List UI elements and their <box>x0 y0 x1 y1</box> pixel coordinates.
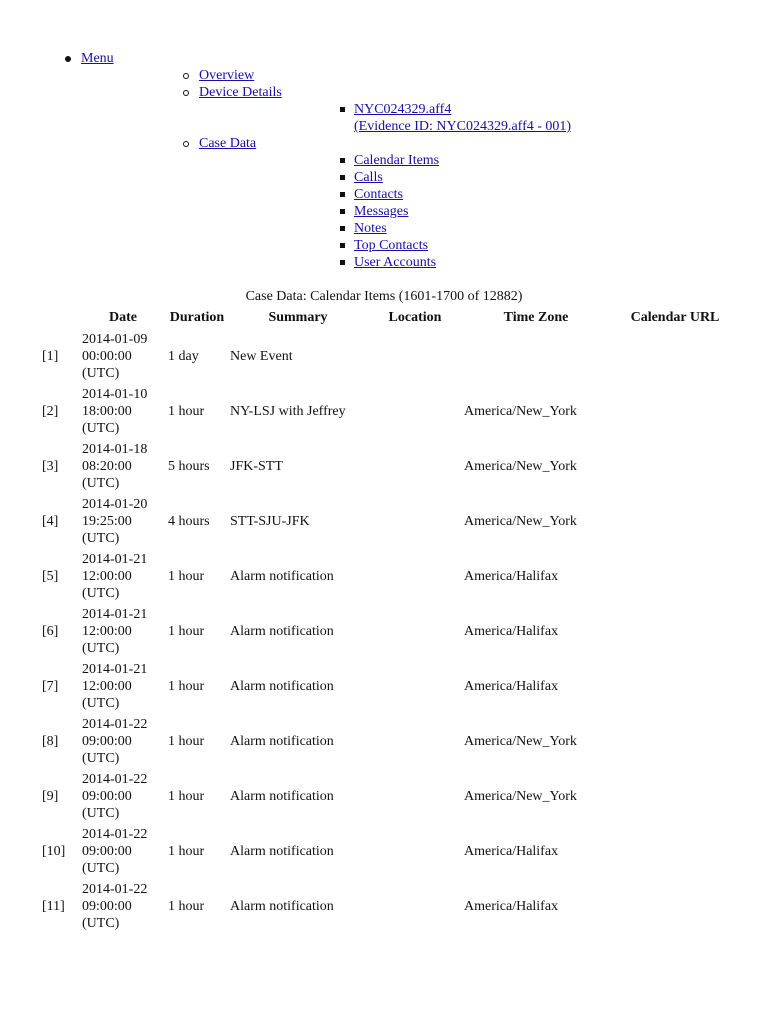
row-location <box>368 769 462 824</box>
calendar-items-table <box>40 305 740 934</box>
square-bullet-icon <box>340 226 345 231</box>
square-bullet-icon <box>340 175 345 180</box>
row-calendar-url <box>610 494 740 549</box>
square-bullet-icon <box>340 209 345 214</box>
circle-bullet-icon <box>183 90 189 96</box>
row-index: [3] <box>42 459 59 474</box>
row-time-zone: America/New_York <box>464 734 577 749</box>
menu-link[interactable]: Menu <box>81 51 114 66</box>
row-index: [1] <box>42 349 59 364</box>
row-calendar-url <box>610 714 740 769</box>
row-calendar-url <box>610 769 740 824</box>
table-caption: Case Data: Calendar Items (1601-1700 of 12882) <box>245 289 523 304</box>
row-time-zone: America/New_York <box>464 459 577 474</box>
row-index: [5] <box>42 569 59 584</box>
row-calendar-url <box>610 439 740 494</box>
row-duration: 5 hours <box>168 459 210 474</box>
disc-bullet-icon <box>65 56 71 62</box>
row-duration: 1 hour <box>168 404 205 419</box>
date-line: 09:00:00 <box>82 844 132 859</box>
row-date <box>80 769 166 824</box>
header-location: Location <box>388 309 442 325</box>
date-line: (UTC) <box>82 641 120 656</box>
row-location <box>368 879 462 934</box>
date-line: 2014-01-18 <box>82 442 148 457</box>
header-duration: Duration <box>169 309 225 325</box>
row-duration: 1 hour <box>168 624 205 639</box>
case-data-item <box>199 169 768 186</box>
row-calendar-url <box>610 824 740 879</box>
row-calendar-url <box>610 549 740 604</box>
table-row <box>40 549 740 604</box>
row-index: [8] <box>42 734 59 749</box>
evidence-id: (Evidence ID: NYC024329.aff4 - 001) <box>354 119 572 134</box>
row-index: [4] <box>42 514 59 529</box>
case-data-item <box>199 152 768 169</box>
row-calendar-url <box>610 329 740 384</box>
table-row <box>40 879 740 934</box>
row-location <box>368 659 462 714</box>
date-line: 2014-01-20 <box>82 497 148 512</box>
table-header-row <box>40 305 740 329</box>
row-time-zone: America/Halifax <box>464 899 559 914</box>
header-date: Date <box>109 309 137 325</box>
row-location <box>368 494 462 549</box>
row-summary: NY-LSJ with Jeffrey <box>230 404 346 419</box>
row-summary: Alarm notification <box>230 679 334 694</box>
menu-item <box>0 50 768 271</box>
row-summary: Alarm notification <box>230 899 334 914</box>
date-line: 2014-01-22 <box>82 717 148 732</box>
row-index: [9] <box>42 789 59 804</box>
row-date <box>80 824 166 879</box>
device-item <box>199 101 768 135</box>
date-line: 18:00:00 <box>82 404 132 419</box>
case-data-item <box>199 220 768 237</box>
row-calendar-url <box>610 604 740 659</box>
case-data-link-messages[interactable]: Messages <box>354 204 409 219</box>
row-location <box>368 439 462 494</box>
row-date <box>80 659 166 714</box>
row-time-zone: America/New_York <box>464 404 577 419</box>
row-location <box>368 549 462 604</box>
row-time-zone: America/Halifax <box>464 679 559 694</box>
square-bullet-icon <box>340 107 345 112</box>
case-data-item <box>199 186 768 203</box>
date-line: (UTC) <box>82 366 120 381</box>
row-summary: Alarm notification <box>230 569 334 584</box>
header-time-zone: Time Zone <box>503 309 569 325</box>
row-date <box>80 879 166 934</box>
case-data-link-user-accounts[interactable]: User Accounts <box>354 255 437 270</box>
case-data-item <box>199 254 768 271</box>
date-line: 2014-01-22 <box>82 827 148 842</box>
table-body <box>40 329 740 934</box>
date-line: 2014-01-22 <box>82 882 148 897</box>
date-line: (UTC) <box>82 751 120 766</box>
case-data-link[interactable]: Case Data <box>199 136 257 151</box>
circle-bullet-icon <box>183 141 189 147</box>
row-time-zone: America/Halifax <box>464 624 559 639</box>
date-line: (UTC) <box>82 696 120 711</box>
row-index: [7] <box>42 679 59 694</box>
row-time-zone: America/Halifax <box>464 844 559 859</box>
row-location <box>368 714 462 769</box>
overview-link[interactable]: Overview <box>199 68 255 83</box>
row-date <box>80 494 166 549</box>
date-line: (UTC) <box>82 421 120 436</box>
row-location <box>368 824 462 879</box>
table-row <box>40 769 740 824</box>
table-row <box>40 714 740 769</box>
table-row <box>40 824 740 879</box>
table-row <box>40 384 740 439</box>
row-date <box>80 439 166 494</box>
row-summary: Alarm notification <box>230 789 334 804</box>
date-line: 09:00:00 <box>82 789 132 804</box>
table-row <box>40 659 740 714</box>
submenu-item-device-details <box>81 84 768 135</box>
row-location <box>368 604 462 659</box>
row-calendar-url <box>610 659 740 714</box>
square-bullet-icon <box>340 192 345 197</box>
device-name: NYC024329.aff4 <box>354 102 452 117</box>
row-index: [2] <box>42 404 59 419</box>
row-location <box>368 384 462 439</box>
table-row <box>40 439 740 494</box>
case-data-link-contacts[interactable]: Contacts <box>354 187 403 202</box>
row-duration: 1 hour <box>168 679 205 694</box>
date-line: (UTC) <box>82 531 120 546</box>
row-summary: STT-SJU-JFK <box>230 514 310 529</box>
date-line: 08:20:00 <box>82 459 132 474</box>
row-index: [11] <box>42 899 65 914</box>
row-time-zone: America/New_York <box>464 514 577 529</box>
header-calendar-url: Calendar URL <box>630 309 720 325</box>
row-index: [6] <box>42 624 59 639</box>
submenu-list <box>81 67 768 271</box>
row-calendar-url <box>610 384 740 439</box>
date-line: (UTC) <box>82 476 120 491</box>
table-row <box>40 494 740 549</box>
row-location <box>368 329 462 384</box>
submenu-item-overview <box>81 67 768 84</box>
case-data-link-top-contacts[interactable]: Top Contacts <box>354 238 429 253</box>
square-bullet-icon <box>340 243 345 248</box>
date-line: 2014-01-10 <box>82 387 148 402</box>
row-duration: 1 hour <box>168 789 205 804</box>
row-summary: Alarm notification <box>230 734 334 749</box>
case-data-link-calls[interactable]: Calls <box>354 170 383 185</box>
device-list <box>199 101 768 135</box>
case-data-item <box>199 203 768 220</box>
row-time-zone: America/Halifax <box>464 569 559 584</box>
row-date <box>80 384 166 439</box>
header-index <box>40 305 80 329</box>
date-line: 12:00:00 <box>82 679 132 694</box>
row-duration: 1 hour <box>168 899 205 914</box>
row-time-zone <box>462 329 610 384</box>
date-line: 12:00:00 <box>82 624 132 639</box>
device-link[interactable] <box>354 101 768 135</box>
device-details-link[interactable]: Device Details <box>199 85 282 100</box>
table-row <box>40 329 740 384</box>
date-line: 2014-01-09 <box>82 332 148 347</box>
table-row <box>40 604 740 659</box>
case-data-item <box>199 237 768 254</box>
square-bullet-icon <box>340 260 345 265</box>
date-line: (UTC) <box>82 586 120 601</box>
date-line: 2014-01-21 <box>82 607 148 622</box>
submenu-item-case-data <box>81 135 768 271</box>
menu-list <box>0 50 768 271</box>
date-line: 2014-01-21 <box>82 662 148 677</box>
date-line: 2014-01-22 <box>82 772 148 787</box>
row-index: [10] <box>42 844 66 859</box>
header-summary: Summary <box>268 309 328 325</box>
row-date <box>80 714 166 769</box>
row-duration: 1 day <box>168 349 199 364</box>
date-line: 12:00:00 <box>82 569 132 584</box>
date-line: (UTC) <box>82 916 120 931</box>
row-duration: 1 hour <box>168 844 205 859</box>
circle-bullet-icon <box>183 73 189 79</box>
navigation-menu <box>0 50 768 271</box>
row-duration: 1 hour <box>168 569 205 584</box>
row-duration: 4 hours <box>168 514 210 529</box>
row-duration: 1 hour <box>168 734 205 749</box>
date-line: 2014-01-21 <box>82 552 148 567</box>
case-data-link-calendar-items[interactable]: Calendar Items <box>354 153 440 168</box>
date-line: 09:00:00 <box>82 899 132 914</box>
row-summary: Alarm notification <box>230 844 334 859</box>
date-line: 19:25:00 <box>82 514 132 529</box>
case-data-link-notes[interactable]: Notes <box>354 221 387 236</box>
row-summary: JFK-STT <box>230 459 283 474</box>
square-bullet-icon <box>340 158 345 163</box>
row-calendar-url <box>610 879 740 934</box>
row-time-zone: America/New_York <box>464 789 577 804</box>
row-summary: Alarm notification <box>230 624 334 639</box>
date-line: 00:00:00 <box>82 349 132 364</box>
row-date <box>80 549 166 604</box>
date-line: 09:00:00 <box>82 734 132 749</box>
case-data-list <box>199 152 768 271</box>
row-date <box>80 329 166 384</box>
date-line: (UTC) <box>82 861 120 876</box>
row-date <box>80 604 166 659</box>
row-summary: New Event <box>230 349 293 364</box>
date-line: (UTC) <box>82 806 120 821</box>
